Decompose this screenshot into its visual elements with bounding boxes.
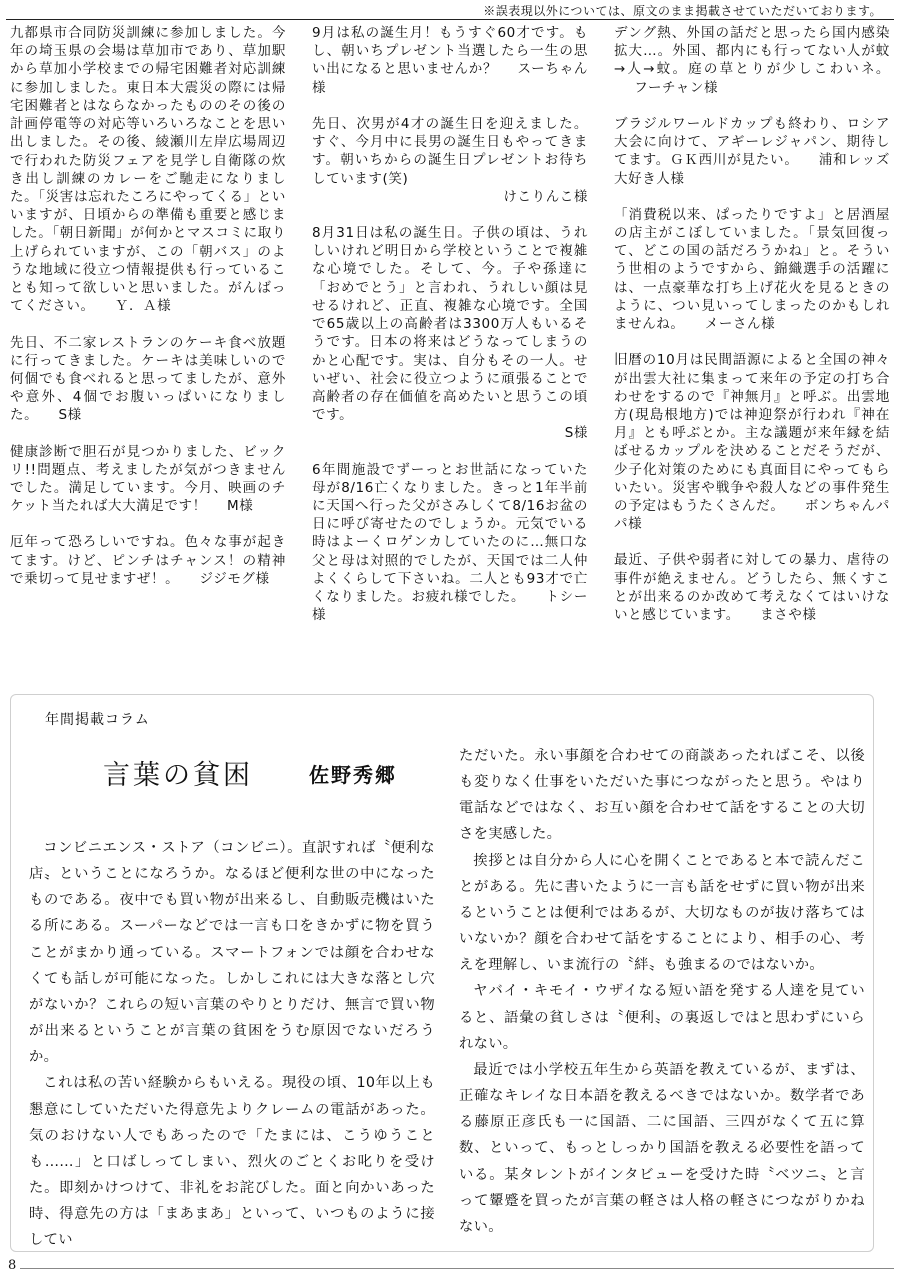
letter-item [10,24,286,316]
top-rule [6,19,894,20]
letter-text: 先日、不二家レストランのケーキ食べ放題に行ってきました。ケーキは美味しいので何個でも食べれると思ってましたが、意外や意外、4個でお腹いっぱいになりました。 [10,334,286,424]
letter-text: デング熱、外国の話だと思ったら国内感染拡大…。外国、都内にも行ってない人が蚊→人→蚊。庭の草とりが少しこわいネ。 [614,25,890,78]
letter-signature: M様 [226,498,254,515]
column-body-left [29,835,435,1254]
letter-signature: 浦和レッズ大好き人様 [614,152,890,187]
letter-item [312,224,588,443]
column-paragraph: ヤバイ・キモイ・ウザイなる短い語を発する人達を見ていると、語彙の貧しさは〝便利〟の裏返しではと思わずにいられない。 [459,983,865,1052]
letter-text: 「消費税以来、ぱったりですよ」と居酒屋の店主がこぼしていました。「景気回復って、どこの国の話だろうかね」と。そういう世相のようですから、錦織選手の活躍には、一点豪華な打ち上げ花火を見るときのように、つい見いってしまったのかもしれませんね。 [614,206,890,333]
column-paragraph: 最近では小学校五年生から英語を教えているが、まずは、正確なキレイな日本語を教えるべきではないか。数学者である藤原正彦氏も一に国語、二に国語、三四がなくて五に算数、といって、もっとしっかり国語を教える必要性を語っている。某タレントがインタビューを受けた時〝ベツニ〟と言って顰蹙を買ったが言葉の軽さは人格の軽さにつながりかねない。 [459,1061,865,1235]
letter-signature: けこりんこ様 [503,188,588,205]
annual-column-box [10,694,874,1252]
letter-item [614,115,890,188]
column-body-right [459,743,865,1240]
letter-item [312,24,588,97]
letter-item [614,551,890,624]
column-title: 言葉の貧困 [103,760,253,791]
letter-item [614,206,890,334]
letter-text: 8月31日は私の誕生日。子供の頃は、うれしいけれど明日から学校ということで複雑な心境でした。そして、今。子や孫達に「おめでとう」と言われ、うれしい顔は見せるけれど、正直、複雑な心境です。全国で65歳以上の高齢者は3300万人もいるそうです。日本の将来はどうなってしまうのかと心配です。実は、自分もその一人。せいぜい、社会に役立つように頑張ることで高齢者の存在価値を高めたいと思うこの頃です。 [312,224,588,424]
column-paragraph: ただいた。永い事顔を合わせての商談あったればこそ、以後も変りなく仕事をいただいた事につながったと思う。やはり電話などではなく、お互い顔を合わせて話をすることの大切さを実感した。 [459,748,865,843]
letters-column-3 [614,24,890,679]
letter-signature: スーちゃん様 [312,61,588,96]
reader-letters [10,24,890,679]
letter-item [312,461,588,625]
letter-item [312,115,588,206]
column-paragraph: これは私の苦い経験からもいえる。現役の頃、10年以上も懇意にしていただいた得意先よりクレームの電話があった。気のおけない人でもあったので「たまには、こうゆうことも……」と口ばしってしまい、烈火のごとくお叱りを受けた。即刻かけつけて、非礼をお詫びした。面と向かいあった時、得意先の方は「まあまあ」といって、いつものように接してい [29,1075,435,1249]
letter-text: 健康診断で胆石が見つかりました、ビックリ!!問題点、考えましたが気がつきませんでした。満足しています。今月、映画のチケット当たれば大大満足です！ [10,443,286,515]
letter-item [614,24,890,97]
page-number: 8 [8,1258,17,1273]
column-label: 年間掲載コラム [45,712,150,728]
column-paragraph: 挨拶とは自分から人に心を開くことであると本で読んだことがある。先に書いたように一言も話をせずに買い物が出来るということは便利ではあるが、大切なものが抜け落ちてはいないか？顔を合わせて話をすることにより、相手の心、考えを理解し、いま流行の〝絆〟も強まるのではないか。 [459,852,865,974]
letter-text: 9月は私の誕生月！もうすぐ60才です。もし、朝いちプレゼント当選したら一生の思い出になると思いませんか？ [312,25,588,78]
letter-text: 九都県市合同防災訓練に参加しました。今年の埼玉県の会場は草加市であり、草加駅から草加小学校までの帰宅困難者対応訓練に参加しました。東日本大震災の際には帰宅困難者とはならなかったもののその後の計画停電等の対応等いろいろなことを思い出しました。その後、綾瀬川左岸広場周辺で行われた防災フェアを見学し自衛隊の炊き出し訓練のカレーをご馳走になりました。「災害は忘れたころにやってくる」といいますが、日頃からの準備も重要と感じました。「朝日新聞」が何かとマスコミに取り上げられていますが、この「朝バス」のような地域に役立つ情報提供も行っていることも知って欲しいと思いました。がんばってください。 [10,25,286,315]
letter-signature: トシー様 [312,589,588,624]
column-paragraph: コンビニエンス・ストア（コンビニ）。直訳すれば〝便利な店〟ということになろうか。なるほど便利な世の中になったものである。夜中でも買い物が出来るし、自動販売機はいたる所にある。スーパーなどでは一言も口をきかずに物を買うことがまかり通っている。スマートフォンでは顔を合わせなくても話しが可能になった。しかしこれには大きな落とし穴がないか？これらの短い言葉のやりとりだけ、無言で買い物が出来るということが言葉の貧困をうむ原因でないだろうか。 [29,840,435,1066]
letter-signature: ボンちゃんパパ様 [614,498,890,533]
letter-text: 旧暦の10月は民間語源によると全国の神々が出雲大社に集まって来年の予定の打ち合わせをするので『神無月』と呼ぶ。出雲地方(現島根地方)では神迎祭が行われ『神在月』とも呼ぶとか。主な議題が来年縁を結ばせるカップルを決めることだそうだが、少子化対策のためにも真面目にやってもらいたい。災害や戦争や殺人などの事件発生の予定はもうたくさんだ。 [614,352,890,515]
letter-item [10,334,286,425]
editorial-note: ※誤表現以外については、原文のまま掲載させていただいております。 [483,4,882,18]
letters-column-2 [312,24,588,679]
letter-signature: メーさん様 [704,316,776,333]
letter-signature: S様 [58,407,82,424]
letter-text: 先日、次男が4才の誕生日を迎えました。すぐ、今月中に長男の誕生日もやってきます。朝いちからの誕生日プレゼントお待ちしています(笑) [312,115,588,187]
letter-signature: フーチャン様 [634,79,719,96]
letter-text: 6年間施設でずーっとお世話になっていた母が8/16亡くなりました。きっと1年半前に天国へ行った父がさみしくて8/16お盆の日に呼び寄せたのでしょうか。元気でいる時はよーくロゲンカしていたのに…無口な父と母は対照的でしたが、天国では二人仲よくくらして下さいね。二人とも93才で亡くなりました。お疲れ様でした。 [312,461,588,606]
letter-text: 厄年って恐ろしいですね。色々な事が起きてます。けど、ピンチはチャンス！の精神で乗切って見せますぜ！。 [10,534,286,587]
letter-signature: まさや様 [760,607,817,624]
letter-signature: S様 [564,425,588,442]
letter-item [10,533,286,588]
letter-signature: Ｙ．Ａ様 [114,298,172,315]
letter-item [614,351,890,533]
column-author: 佐野秀郷 [309,763,397,787]
bottom-rule [20,1268,894,1269]
letter-text: 最近、子供や弱者に対しての暴力、虐待の事件が絶えません。どうしたら、無くすことが出来るのか改めて考えなくてはいけないと感じています。 [614,552,890,624]
letters-column-1 [10,24,286,679]
letter-item [10,443,286,516]
letter-text: ブラジルワールドカップも終わり、ロシア大会に向けて、アギーレジャパン、期待してます。ＧＫ西川が見たい。 [614,115,890,169]
letter-signature: ジジモグ様 [199,570,270,587]
